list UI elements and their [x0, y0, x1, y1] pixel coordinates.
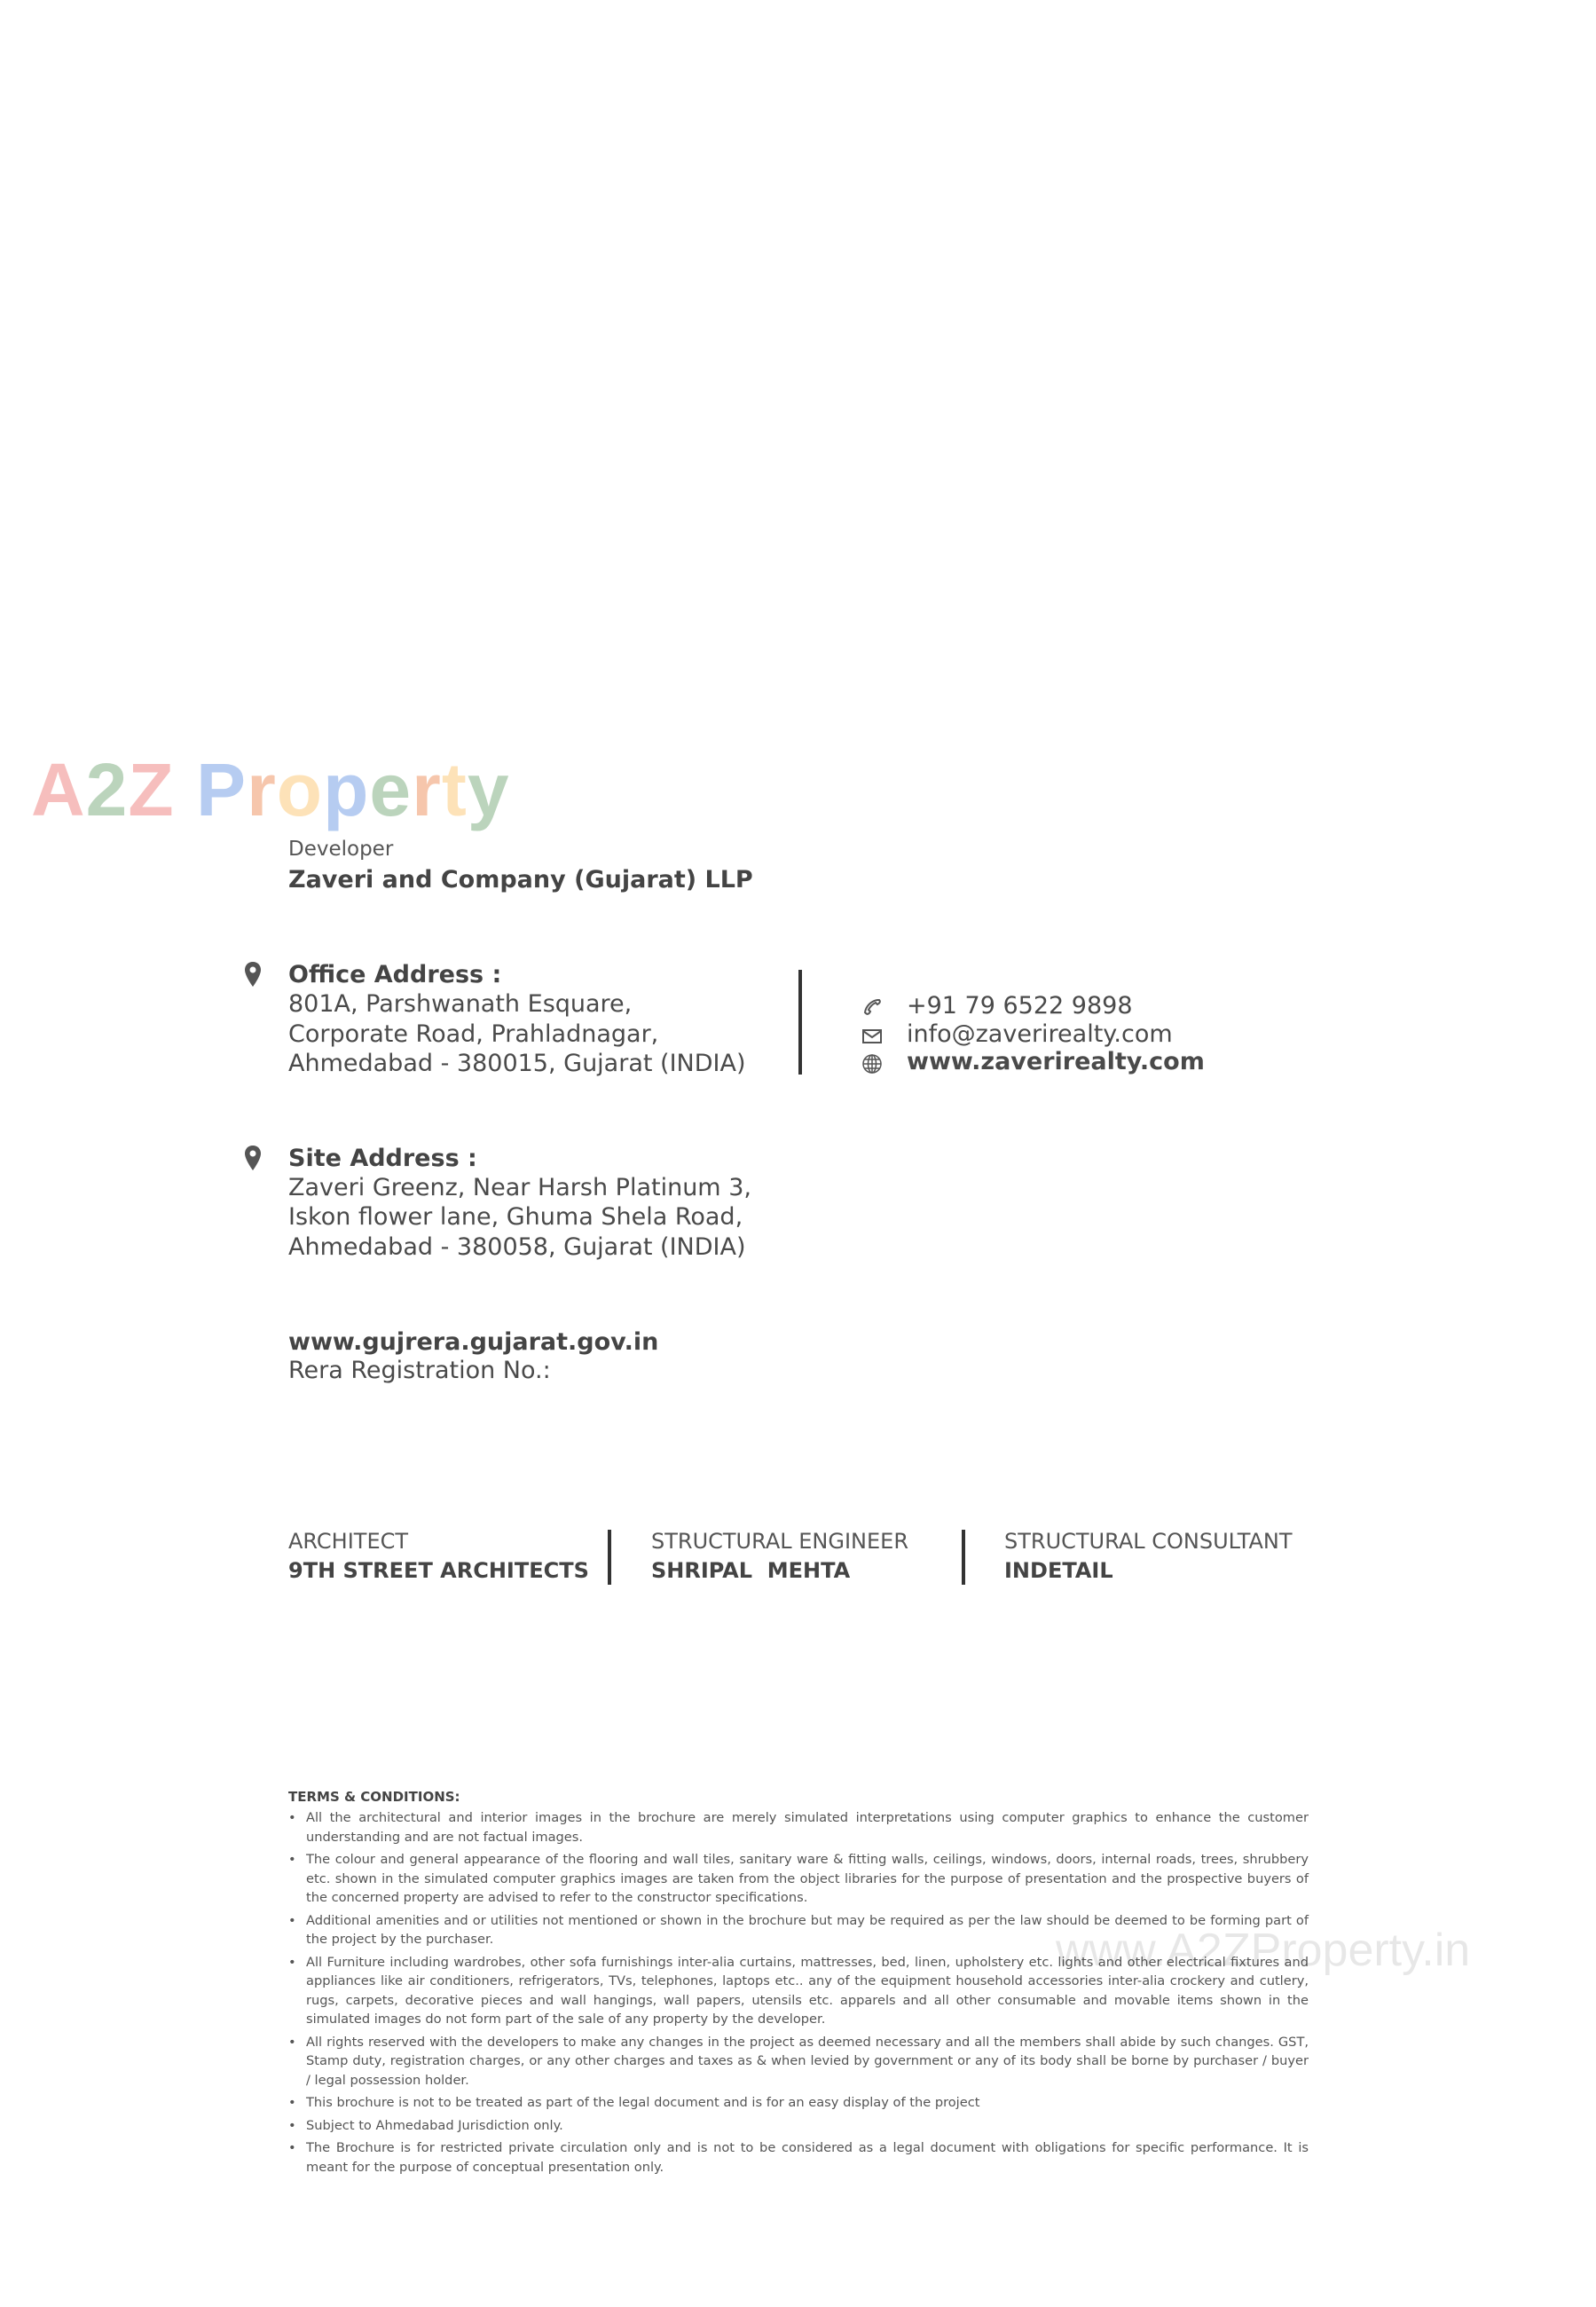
divider [962, 1530, 965, 1585]
structural-consultant-name: INDETAIL [1004, 1558, 1113, 1583]
architect-name: 9TH STREET ARCHITECTS [288, 1558, 589, 1583]
a2z-property-logo [31, 747, 510, 833]
structural-consultant-role: STRUCTURAL CONSULTANT [1004, 1529, 1293, 1554]
office-address-title: Office Address : [288, 961, 502, 988]
divider [608, 1530, 611, 1585]
logo-letter: p [323, 748, 370, 831]
phone-number: +91 79 6522 9898 [907, 992, 1133, 1020]
rera-website[interactable]: www.gujrera.gujarat.gov.in [288, 1328, 659, 1356]
terms-item: • The Brochure is for restricted private circulation only and is not to be considered as a legal document with obligations for specific performance. It is meant for the purpose of conceptual presentation only. [288, 2138, 1309, 2177]
structural-engineer-name: SHRIPAL MEHTA [651, 1558, 851, 1583]
site-address-title: Site Address : [288, 1145, 477, 1172]
logo-letter: P [196, 748, 248, 831]
office-address-line: Corporate Road, Prahladnagar, [288, 1020, 659, 1048]
architect-role: ARCHITECT [288, 1529, 409, 1554]
terms-item: • All Furniture including wardrobes, other sofa furnishings inter-alia curtains, mattresses, bed, linen, upholstery etc. lights and other electrical fixtures and appliances like air conditioners, refrigerators, TVs, telephones, laptops etc.. any of the equipment household accessories inter-alia crockery and cutlery, rugs, carpets, decorative pieces and wall hangings, wall papers, utensils etc. apparels and all other consumable and movable items shown in the simulated images do not form part of the sale of any property by the developer. [288, 1953, 1309, 2029]
logo-letter: Z [128, 748, 175, 831]
email-icon [861, 1026, 883, 1047]
logo-letter: r [412, 748, 442, 831]
logo-letter: t [441, 748, 468, 831]
site-address-line: Iskon flower lane, Ghuma Shela Road, [288, 1203, 743, 1231]
terms-item: • All the architectural and interior images in the brochure are merely simulated interpretations using computer graphics to enhance the customer understanding and are not factual images. [288, 1808, 1309, 1846]
location-pin-icon [243, 1145, 263, 1171]
logo-letter: 2 [85, 748, 129, 831]
terms-and-conditions [288, 1789, 1309, 2180]
email-link[interactable]: info@zaverirealty.com [907, 1020, 1173, 1048]
logo-letter: y [467, 748, 510, 831]
office-address-line: 801A, Parshwanath Esquare, [288, 990, 633, 1018]
terms-item: • All rights reserved with the developers to make any changes in the project as deemed necessary and all the members shall abide by such changes. GST, Stamp duty, registration charges, or any other charges and taxes as & when levied by government or any of its body shall be borne by purchaser / buyer / legal possession holder. [288, 2033, 1309, 2090]
phone-icon [861, 997, 883, 1019]
office-address-line: Ahmedabad - 380015, Gujarat (INDIA) [288, 1050, 746, 1077]
developer-label: Developer [288, 838, 394, 861]
site-address-line: Zaveri Greenz, Near Harsh Platinum 3, [288, 1174, 751, 1201]
logo-letter [175, 747, 196, 833]
divider [798, 970, 802, 1075]
terms-item: • Subject to Ahmedabad Jurisdiction only. [288, 2116, 1309, 2136]
site-address-line: Ahmedabad - 380058, Gujarat (INDIA) [288, 1233, 746, 1261]
logo-letter: r [247, 748, 277, 831]
logo-letter: A [31, 748, 86, 831]
structural-engineer-role: STRUCTURAL ENGINEER [651, 1529, 908, 1554]
terms-title: TERMS & CONDITIONS: [288, 1789, 460, 1805]
terms-item: • Additional amenities and or utilities not mentioned or shown in the brochure but may be required as per the law should be deemed to be forming part of the project by the purchaser. [288, 1911, 1309, 1949]
terms-item: • This brochure is not to be treated as part of the legal document and is for an easy display of the project [288, 2093, 1309, 2113]
watermark: www.A2ZProperty.in [1056, 1925, 1471, 1976]
developer-name: Zaveri and Company (Gujarat) LLP [288, 866, 753, 894]
terms-item: • The colour and general appearance of the flooring and wall tiles, sanitary ware & fitting walls, ceilings, windows, doors, internal roads, trees, shrubbery etc. shown in the simulated computer graphics images are taken from the object libraries for the purpose of presentation and the prospective buyers of the concerned property are advised to refer to the constructor specifications. [288, 1850, 1309, 1908]
globe-icon [861, 1053, 883, 1075]
location-pin-icon [243, 961, 263, 988]
logo-letter: e [369, 748, 413, 831]
website-link[interactable]: www.zaverirealty.com [907, 1048, 1205, 1075]
rera-registration-label: Rera Registration No.: [288, 1357, 551, 1384]
logo-letter: o [276, 748, 324, 831]
